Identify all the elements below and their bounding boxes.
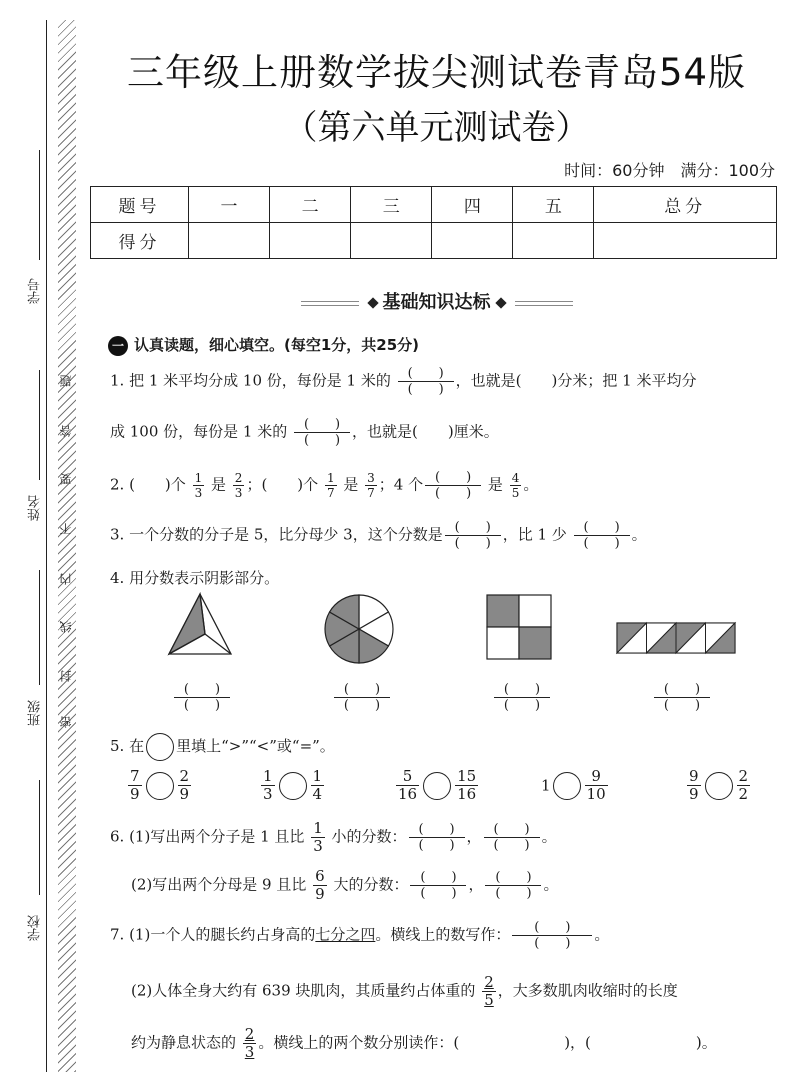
seal-char: 封 xyxy=(59,670,73,682)
q1-text: ，也就是( )厘米。 xyxy=(352,422,499,441)
binding-hatch xyxy=(58,20,76,1072)
answer-blank[interactable]: ( ) ( ) xyxy=(484,822,540,853)
seal-char: 要 xyxy=(59,473,73,485)
seal-char: 不 xyxy=(59,523,73,535)
question-6-1 xyxy=(110,820,557,855)
q5-pair-4 xyxy=(541,768,610,803)
answer-blank[interactable]: ( ) ( ) xyxy=(294,417,350,448)
class-line xyxy=(39,570,40,685)
fraction: $\frac{6}{9}$ xyxy=(315,867,325,903)
student-id-label: 学号 xyxy=(28,278,43,304)
q7-text: 7. (1)一个人的腿长约占身高的 xyxy=(110,925,316,944)
fraction: $\frac{3}{7}$ xyxy=(367,471,375,500)
answer-blank[interactable]: ( ) ( ) xyxy=(409,822,465,853)
q1-text: 1. 把 1 米平均分成 10 份，每份是 1 米的 xyxy=(110,371,391,390)
fraction: $\frac{15}{16}$ xyxy=(457,767,477,803)
page-title: 三年级上册数学拔尖测试卷青岛54版 xyxy=(126,51,747,94)
q7-underlined: 七分之四 xyxy=(315,925,376,944)
fraction: $\frac{4}{5}$ xyxy=(511,471,520,500)
strip-figure xyxy=(615,620,739,656)
school-label: 学校 xyxy=(28,915,43,941)
part-number: 一 xyxy=(108,336,128,356)
question-4 xyxy=(110,567,279,588)
q6-text: 小的分数： xyxy=(331,827,407,846)
time-info: 时间：60分钟 满分：100分 xyxy=(564,161,775,180)
score-cell[interactable] xyxy=(594,223,777,259)
section-title: 基础知识达标 xyxy=(382,292,491,313)
q2-text: 是 xyxy=(343,475,359,494)
seal-char: 题 xyxy=(59,375,73,387)
question-7-1 xyxy=(110,920,609,951)
q7-text: 。横线上的数写作： xyxy=(375,925,511,944)
q3-text: 。 xyxy=(631,525,647,544)
q5-pair-3 xyxy=(394,768,480,803)
score-table xyxy=(90,186,777,259)
compare-circle-icon xyxy=(146,733,174,761)
divider xyxy=(515,301,573,306)
table-col: 二 xyxy=(270,187,351,223)
fraction: $\frac{5}{16}$ xyxy=(398,767,418,803)
q7-text: ，大多数肌肉收缩时的长度 xyxy=(497,981,678,1000)
answer-blank[interactable]: ( ) ( ) xyxy=(398,366,454,397)
diamond-icon xyxy=(367,297,378,308)
section-header xyxy=(80,288,793,314)
name-label: 姓名 xyxy=(28,495,43,521)
circle-figure xyxy=(322,592,396,666)
table-head-label: 题号 xyxy=(91,187,189,223)
table-col: 四 xyxy=(432,187,513,223)
seal-char: 密 xyxy=(59,716,73,728)
compare-circle[interactable] xyxy=(553,772,581,800)
answer-blank[interactable]: ( ) ( ) xyxy=(445,520,501,551)
fraction: $\frac{1}{3}$ xyxy=(194,471,203,500)
q2-text: 2. ( )个 xyxy=(110,475,186,494)
score-cell[interactable] xyxy=(189,223,270,259)
name-line xyxy=(39,370,40,480)
compare-circle[interactable] xyxy=(279,772,307,800)
question-7-3 xyxy=(131,1026,717,1061)
divider xyxy=(301,301,359,306)
answer-blank[interactable]: ( ) ( ) xyxy=(512,920,592,951)
compare-circle[interactable] xyxy=(705,772,733,800)
fraction: $\frac{9}{9}$ xyxy=(689,767,699,803)
score-cell[interactable] xyxy=(351,223,432,259)
answer-blank[interactable]: ( ) ( ) xyxy=(485,870,541,901)
part-heading xyxy=(108,334,419,356)
table-col: 五 xyxy=(513,187,594,223)
q1-text: 成 100 份，每份是 1 米的 xyxy=(110,422,288,441)
question-6-2 xyxy=(131,868,558,903)
q5-pair-5 xyxy=(685,768,752,803)
diamond-icon xyxy=(495,297,506,308)
question-1-line-1 xyxy=(110,366,696,397)
seal-char: 内 xyxy=(59,573,73,585)
q5-pair-1 xyxy=(126,768,193,803)
q6-text: 大的分数： xyxy=(333,875,409,894)
q2-text: 。 xyxy=(523,475,539,494)
answer-blank[interactable]: ( ) ( ) xyxy=(494,682,550,713)
table-score-label: 得分 xyxy=(91,223,189,259)
fraction: $\frac{1}{7}$ xyxy=(326,471,335,500)
q5-text: 5. 在 xyxy=(110,737,145,755)
seal-char: 答 xyxy=(59,425,73,437)
table-col: 总分 xyxy=(594,187,777,223)
q5-text: 里填上“>”“<”或“=”。 xyxy=(176,737,335,755)
school-line xyxy=(39,780,40,895)
q6-text: 。 xyxy=(543,875,559,894)
fraction: $\frac{1}{4}$ xyxy=(312,767,323,803)
part-instruction: 认真读题，细心填空。(每空1分，共25分) xyxy=(134,336,420,354)
q3-text: 3. 一个分数的分子是 5，比分母少 3，这个分数是 xyxy=(110,525,443,544)
fraction: $\frac{2}{3}$ xyxy=(244,1025,255,1061)
q4-text: 4. 用分数表示阴影部分。 xyxy=(110,569,280,587)
class-label: 班级 xyxy=(28,700,43,726)
question-2 xyxy=(110,470,538,501)
q7-text: (2)人体全身大约有 639 块肌肉，其质量约占体重的 xyxy=(131,981,476,1000)
fraction: $\frac{2}{5}$ xyxy=(484,973,494,1009)
q2-text: ；( )个 xyxy=(246,475,319,494)
table-col: 一 xyxy=(189,187,270,223)
answer-blank[interactable]: ( ) ( ) xyxy=(654,682,710,713)
q2-text: ；4 个 xyxy=(378,475,424,494)
fraction: $\frac{2}{3}$ xyxy=(234,471,243,500)
page-subtitle: （第六单元测试卷） xyxy=(283,108,590,148)
question-3 xyxy=(110,520,647,551)
score-cell[interactable] xyxy=(432,223,513,259)
q7-text: 。 xyxy=(594,925,610,944)
q6-sep: ， xyxy=(468,875,484,894)
q3-text: ，比 1 少 xyxy=(502,525,567,544)
square-figure xyxy=(484,592,554,662)
q7-text: 。横线上的两个数分别读作：( )，( )。 xyxy=(258,1033,717,1052)
question-7-2 xyxy=(131,974,678,1009)
table-col: 三 xyxy=(351,187,432,223)
answer-blank[interactable]: ( ) ( ) xyxy=(334,682,390,713)
q6-text: 6. (1)写出两个分子是 1 且比 xyxy=(110,827,305,846)
student-id-line xyxy=(39,150,40,260)
answer-blank[interactable]: ( ) ( ) xyxy=(425,470,481,501)
question-1-line-2 xyxy=(110,417,499,448)
q2-text: 是 xyxy=(211,475,227,494)
q6-text: (2)写出两个分母是 9 且比 xyxy=(131,875,307,894)
answer-blank[interactable]: ( ) ( ) xyxy=(174,682,230,713)
compare-circle[interactable] xyxy=(146,772,174,800)
whole-number: 1 xyxy=(541,776,551,795)
binding-line xyxy=(46,20,47,1072)
seal-char: 线 xyxy=(59,621,73,633)
q6-sep: ， xyxy=(466,827,482,846)
compare-circle[interactable] xyxy=(423,772,451,800)
q7-text: 约为静息状态的 xyxy=(131,1033,237,1052)
fraction: $\frac{1}{3}$ xyxy=(263,767,273,803)
q6-text: 。 xyxy=(541,827,557,846)
fraction: $\frac{7}{9}$ xyxy=(130,767,140,803)
score-cell[interactable] xyxy=(270,223,351,259)
triangle-figure xyxy=(165,592,235,658)
question-5 xyxy=(110,733,335,761)
score-cell[interactable] xyxy=(513,223,594,259)
answer-blank[interactable]: ( ) ( ) xyxy=(410,870,466,901)
fraction: $\frac{2}{9}$ xyxy=(179,767,190,803)
answer-blank[interactable]: ( ) ( ) xyxy=(574,520,630,551)
fraction: $\frac{9}{10}$ xyxy=(586,767,606,803)
q1-text: ，也就是( )分米；把 1 米平均分 xyxy=(455,371,697,390)
fraction: $\frac{1}{3}$ xyxy=(313,819,323,855)
fraction: $\frac{2}{2}$ xyxy=(738,767,749,803)
q5-pair-2 xyxy=(259,768,326,803)
q2-text: 是 xyxy=(487,475,503,494)
